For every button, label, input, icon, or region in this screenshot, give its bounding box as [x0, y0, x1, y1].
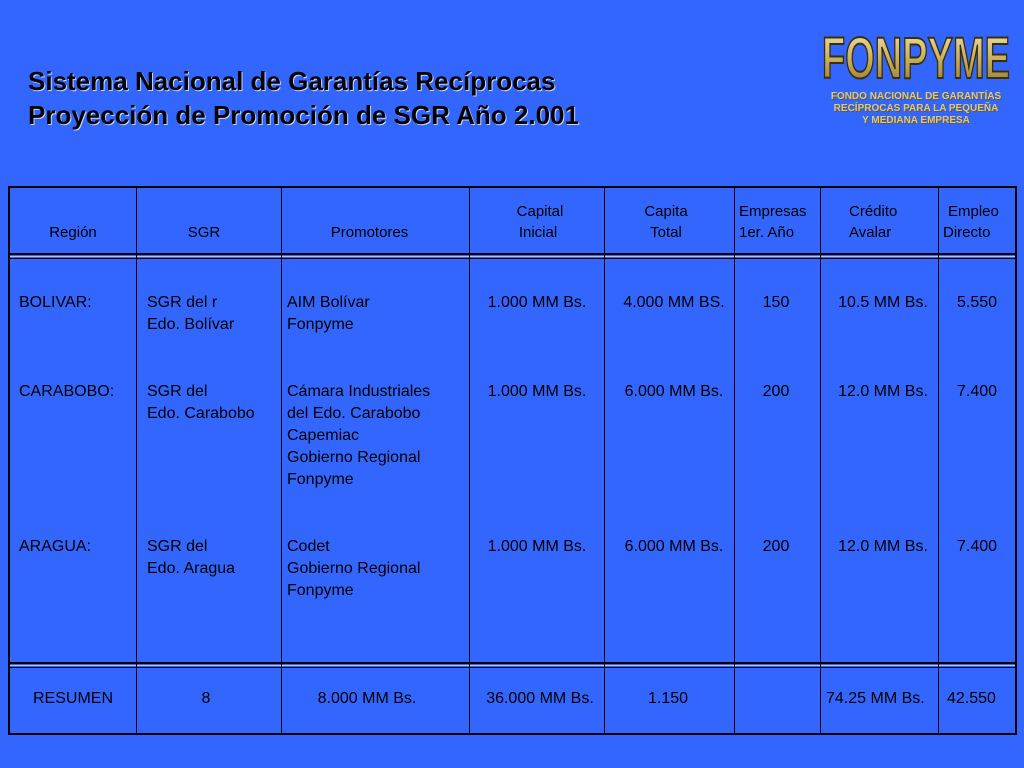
summary-label: RESUMEN [33, 690, 114, 707]
row-3-sgr [147, 536, 235, 580]
header-credito-line-1: Crédito [849, 203, 898, 220]
summary-promotores: 8.000 MM Bs. [317, 690, 417, 707]
row-2-capital-total: 6.000 MM Bs. [624, 383, 724, 400]
summary-capital-total: 1.150 [647, 690, 689, 707]
row-1-empresas: 150 [762, 294, 790, 311]
header-credito [849, 201, 897, 243]
header-sgr: SGR [187, 224, 221, 241]
row-1-region: BOLIVAR: [19, 294, 92, 311]
row-3-capital-inicial: 1.000 MM Bs. [487, 538, 587, 555]
col-line-6 [820, 186, 821, 735]
row-2-promotor-2: del Edo. Carabobo [287, 405, 421, 422]
row-3-empresas: 200 [762, 538, 790, 555]
header-empleo-line-1: Empleo [948, 203, 999, 220]
header-capital-total-line-2: Total [650, 224, 682, 241]
col-line-3 [469, 186, 470, 735]
header-capital-total-line-1: Capita [644, 203, 688, 220]
logo-wordmark: FONPYME [822, 26, 1010, 86]
row-2-sgr [147, 381, 255, 425]
row-3-empleo: 7.400 [957, 538, 998, 555]
row-2-empleo: 7.400 [957, 383, 998, 400]
row-2-promotor-5: Fonpyme [287, 471, 354, 488]
row-1-empleo: 5.550 [957, 294, 998, 311]
row-3-region: ARAGUA: [19, 538, 92, 555]
row-3-promotor-2: Gobierno Regional [287, 560, 421, 577]
col-line-7 [938, 186, 939, 735]
row-3-promotor-1: Codet [287, 538, 330, 555]
logo-subtitle-line-3: Y MEDIANA EMPRESA [862, 115, 970, 126]
header-separator-highlight [10, 256, 1015, 257]
row-3-credito: 12.0 MM Bs. [838, 538, 928, 555]
logo-subtitle-line-2: RECÍPROCAS PARA LA PEQUEÑA [833, 103, 999, 114]
summary-separator [8, 662, 1017, 664]
col-line-2 [281, 186, 282, 735]
header-empleo-line-2: Directo [943, 224, 991, 241]
title-line-2: Proyección de Promoción de SGR Año 2.001 [28, 100, 579, 130]
title-line-1: Sistema Nacional de Garantías Recíprocas [28, 66, 556, 96]
summary-separator-highlight [10, 665, 1015, 666]
row-1-sgr-line-1: SGR del r [147, 294, 218, 311]
row-1-sgr-line-2: Edo. Bolívar [147, 316, 235, 333]
row-2-promotores [287, 381, 430, 491]
header-capital-total [605, 201, 727, 243]
row-2-capital-inicial: 1.000 MM Bs. [487, 383, 587, 400]
row-3-sgr-line-1: SGR del [147, 538, 208, 555]
row-2-promotor-4: Gobierno Regional [287, 449, 421, 466]
col-line-1 [136, 186, 137, 735]
header-separator-2 [8, 258, 1017, 259]
header-credito-line-2: Avalar [849, 224, 892, 241]
row-1-credito: 10.5 MM Bs. [838, 294, 928, 311]
col-line-5 [734, 186, 735, 735]
summary-credito: 74.25 MM Bs. [826, 690, 925, 707]
row-2-credito: 12.0 MM Bs. [838, 383, 928, 400]
header-region: Región [49, 224, 97, 241]
header-promotores: Promotores [330, 224, 409, 241]
table-border-left [8, 186, 10, 735]
fonpyme-logo [818, 4, 1014, 86]
table-border-top [8, 186, 1017, 188]
row-2-region: CARABOBO: [19, 383, 115, 400]
row-1-capital-inicial: 1.000 MM Bs. [487, 294, 587, 311]
summary-separator-2 [8, 667, 1017, 668]
row-1-capital-total: 4.000 MM BS. [623, 294, 725, 311]
header-empresas [739, 201, 807, 243]
row-1-promotores [287, 292, 370, 336]
row-1-promotor-1: AIM Bolívar [287, 294, 370, 311]
header-empresas-line-2: 1er. Año [739, 224, 795, 241]
logo-subtitle-line-1: FONDO NACIONAL DE GARANTÍAS [830, 91, 1002, 102]
row-3-capital-total: 6.000 MM Bs. [624, 538, 724, 555]
row-2-sgr-line-2: Edo. Carabobo [147, 405, 255, 422]
summary-capital-inicial: 36.000 MM Bs. [486, 690, 594, 707]
header-capital-inicial-line-2: Inicial [518, 224, 558, 241]
row-1-sgr [147, 292, 234, 336]
row-2-promotor-3: Capemiac [287, 427, 360, 444]
row-2-empresas: 200 [762, 383, 790, 400]
header-empresas-line-1: Empresas [739, 203, 807, 220]
row-3-promotores [287, 536, 420, 602]
header-empleo [943, 201, 999, 243]
summary-empleo: 42.550 [947, 690, 996, 707]
table-border-bottom [8, 733, 1017, 735]
table-border-right [1015, 186, 1017, 735]
row-3-promotor-3: Fonpyme [287, 582, 354, 599]
header-separator [8, 253, 1017, 255]
logo-subtitle [808, 91, 1024, 127]
header-capital-inicial [470, 201, 610, 243]
col-line-4 [604, 186, 605, 735]
row-1-promotor-2: Fonpyme [287, 316, 354, 333]
row-2-promotor-1: Cámara Industriales [287, 383, 431, 400]
summary-sgr: 8 [201, 690, 211, 707]
header-capital-inicial-line-1: Capital [516, 203, 564, 220]
slide-title [28, 64, 579, 132]
row-3-sgr-line-2: Edo. Aragua [147, 560, 236, 577]
row-2-sgr-line-1: SGR del [147, 383, 208, 400]
